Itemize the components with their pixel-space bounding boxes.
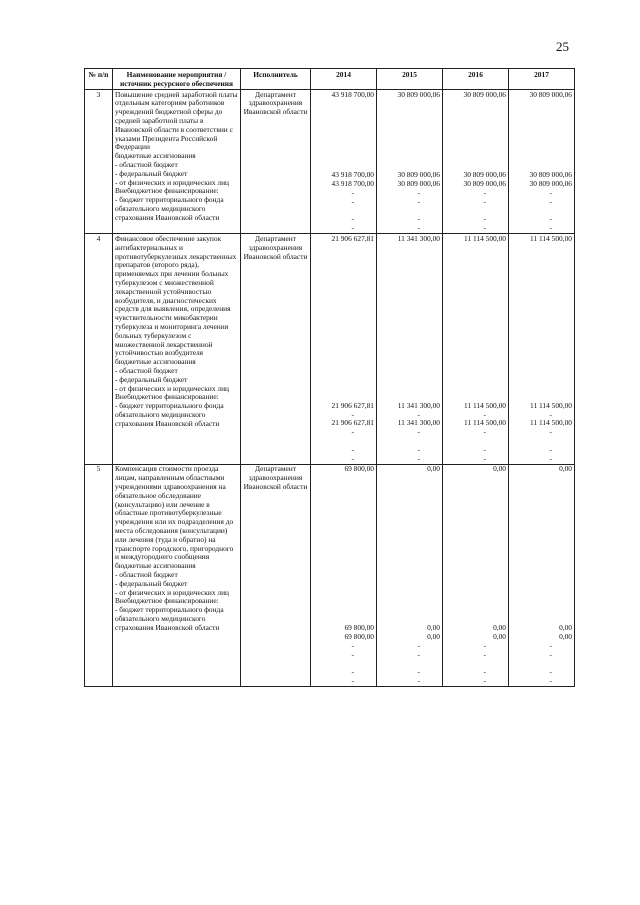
year-value-cell: [311, 90, 377, 234]
line-value: -: [483, 649, 486, 659]
activity-cell: [113, 90, 241, 234]
line-value: 0,00: [427, 631, 440, 641]
total-value: 30 809 000,06: [529, 89, 572, 99]
total-value: 11 114 500,00: [530, 233, 572, 243]
line-value: -: [417, 214, 420, 224]
line-value: -: [351, 196, 354, 206]
year-value-cell: [377, 464, 443, 686]
funding-source-label: бюджетные ассигнования: [115, 151, 196, 161]
line-value: 30 809 000,06: [397, 170, 440, 180]
year-value-cell: [311, 234, 377, 464]
activity-title: Повышение средней заработной платы отдельным категориям работников учреждений бюджетной сферы до средней заработной платы в Ивановской области в соответствии с указами Президента Российской Федерации: [115, 89, 238, 152]
header-executor: Исполнитель: [241, 69, 311, 90]
line-value: -: [351, 214, 354, 224]
line-value: -: [483, 427, 486, 437]
total-value: 30 809 000,06: [397, 89, 440, 99]
line-value: 11 114 500,00: [464, 418, 506, 428]
line-value: -: [549, 667, 552, 677]
line-value: -: [417, 427, 420, 437]
line-value: -: [483, 214, 486, 224]
line-value: 0,00: [493, 631, 506, 641]
funding-source-label: - областной бюджет: [115, 569, 178, 579]
funding-source-label: Внебюджетное финансирование:: [115, 596, 219, 606]
line-value: -: [351, 667, 354, 677]
line-value: -: [351, 427, 354, 437]
line-value: 30 809 000,06: [397, 179, 440, 189]
line-value: -: [483, 196, 486, 206]
funding-source-label: - федеральный бюджет: [115, 168, 188, 178]
activity-title: Финансовое обеспечение закупок антибактериальных и противотуберкулезных лекарственных препаратов (второго ряда), применяемых при лечении больных туберкулезом с множественной лекарственной устойчивостью возбудителя, и диагностических средств для выявления, определения чувствительности микобактерии туберкулеза и мониторинга лечения больных туберкулезом с множественной лекарственной устойчивостью возбудителя: [115, 233, 237, 358]
table-row: [85, 464, 575, 686]
line-value: -: [417, 667, 420, 677]
line-value: 30 809 000,06: [529, 170, 572, 180]
line-value: -: [483, 667, 486, 677]
row-number: 5: [85, 464, 113, 686]
executor-cell: Департамент здравоохранения Ивановской области: [241, 234, 311, 464]
header-name: Наименование мероприятия / источник ресурсного обеспечения: [113, 69, 241, 90]
line-value: -: [351, 640, 354, 650]
total-value: 0,00: [427, 464, 440, 474]
executor-cell: Департамент здравоохранения Ивановской области: [241, 90, 311, 234]
line-value: -: [549, 223, 552, 233]
table-row: [85, 90, 575, 234]
year-value-cell: [377, 90, 443, 234]
funding-source-label: бюджетные ассигнования: [115, 357, 196, 367]
line-value: -: [549, 640, 552, 650]
line-value: -: [351, 187, 354, 197]
line-value: -: [417, 649, 420, 659]
line-value: -: [417, 196, 420, 206]
total-value: 30 809 000,06: [463, 89, 506, 99]
line-value: 21 906 627,81: [331, 400, 374, 410]
line-value: -: [417, 409, 420, 419]
line-value: 69 800,00: [344, 631, 374, 641]
line-value: -: [483, 187, 486, 197]
year-value-cell: [377, 234, 443, 464]
funding-source-label: - от физических и юридических лиц: [115, 177, 229, 187]
line-value: 0,00: [427, 623, 440, 633]
row-number: 4: [85, 234, 113, 464]
year-value-cell: [443, 234, 509, 464]
line-value: -: [549, 196, 552, 206]
header-2017: 2017: [509, 69, 575, 90]
line-value: 43 918 700,00: [331, 170, 374, 180]
header-2016: 2016: [443, 69, 509, 90]
funding-source-label: - от физических и юридических лиц: [115, 587, 229, 597]
table-body: [85, 90, 575, 687]
line-value: -: [549, 675, 552, 685]
year-value-cell: [509, 234, 575, 464]
total-value: 11 114 500,00: [464, 233, 506, 243]
total-value: 69 800,00: [344, 464, 374, 474]
line-value: -: [351, 409, 354, 419]
funding-source-label: - областной бюджет: [115, 159, 178, 169]
line-value: -: [549, 453, 552, 463]
funding-source-label: Внебюджетное финансирование:: [115, 392, 219, 402]
line-value: -: [417, 675, 420, 685]
line-value: -: [483, 675, 486, 685]
line-value: 30 809 000,06: [463, 170, 506, 180]
line-value: -: [549, 187, 552, 197]
line-value: -: [549, 409, 552, 419]
line-value: 11 114 500,00: [530, 400, 572, 410]
line-value: -: [417, 187, 420, 197]
funding-source-label: Внебюджетное финансирование:: [115, 186, 219, 196]
line-value: 11 114 500,00: [464, 400, 506, 410]
funding-source-label: - бюджет территориального фонда обязательного медицинского страхования Ивановской области: [115, 401, 224, 428]
line-value: -: [549, 649, 552, 659]
activity-cell: [113, 234, 241, 464]
total-value: 21 906 627,81: [331, 233, 374, 243]
line-value: -: [483, 640, 486, 650]
year-value-cell: [509, 90, 575, 234]
header-num: № п/п: [85, 69, 113, 90]
line-value: 0,00: [559, 631, 572, 641]
line-value: -: [483, 453, 486, 463]
line-value: -: [417, 223, 420, 233]
executor-cell: Департамент здравоохранения Ивановской области: [241, 464, 311, 686]
activity-cell: [113, 464, 241, 686]
line-value: -: [483, 409, 486, 419]
line-value: -: [549, 214, 552, 224]
table-row: [85, 234, 575, 464]
year-value-cell: [311, 464, 377, 686]
total-value: 43 918 700,00: [331, 89, 374, 99]
year-value-cell: [443, 90, 509, 234]
year-value-cell: [443, 464, 509, 686]
line-value: 30 809 000,06: [463, 179, 506, 189]
line-value: -: [417, 640, 420, 650]
line-value: -: [351, 649, 354, 659]
row-number: 3: [85, 90, 113, 234]
line-value: 30 809 000,06: [529, 179, 572, 189]
line-value: 11 341 300,00: [397, 400, 440, 410]
line-value: -: [351, 453, 354, 463]
line-value: -: [483, 444, 486, 454]
total-value: 0,00: [559, 464, 572, 474]
funding-source-label: - федеральный бюджет: [115, 578, 188, 588]
line-value: 0,00: [559, 623, 572, 633]
activity-title: Компенсация стоимости проезда лицам, направленным областными учреждениями здравоохранения на обязательное обследование (консультацию) или лечение в областные противотуберкулезные учреждения или их подразделения до места обследования (консультации) или лечения (туда и обратно) на транспорте городского, пригородного и междугороднего сообщения: [115, 464, 234, 562]
page-number: 25: [556, 39, 569, 54]
funding-source-label: - от физических и юридических лиц: [115, 383, 229, 393]
budget-table: [84, 68, 575, 687]
line-value: -: [483, 223, 486, 233]
line-value: -: [351, 223, 354, 233]
line-value: -: [351, 444, 354, 454]
total-value: 0,00: [493, 464, 506, 474]
line-value: -: [351, 675, 354, 685]
line-value: -: [549, 427, 552, 437]
line-value: 21 906 627,81: [331, 418, 374, 428]
line-value: -: [549, 444, 552, 454]
header-2015: 2015: [377, 69, 443, 90]
funding-source-label: - областной бюджет: [115, 365, 178, 375]
line-value: 0,00: [493, 623, 506, 633]
funding-source-label: бюджетные ассигнования: [115, 561, 196, 571]
year-value-cell: [509, 464, 575, 686]
line-value: 69 800,00: [344, 623, 374, 633]
line-value: 11 114 500,00: [530, 418, 572, 428]
funding-source-label: - федеральный бюджет: [115, 374, 188, 384]
line-value: 43 918 700,00: [331, 179, 374, 189]
total-value: 11 341 300,00: [397, 233, 440, 243]
funding-source-label: - бюджет территориального фонда обязательного медицинского страхования Ивановской области: [115, 195, 224, 222]
line-value: 11 341 300,00: [397, 418, 440, 428]
header-2014: 2014: [311, 69, 377, 90]
line-value: -: [417, 444, 420, 454]
line-value: -: [417, 453, 420, 463]
funding-source-label: - бюджет территориального фонда обязательного медицинского страхования Ивановской области: [115, 605, 224, 632]
table-header-row: [85, 69, 575, 90]
